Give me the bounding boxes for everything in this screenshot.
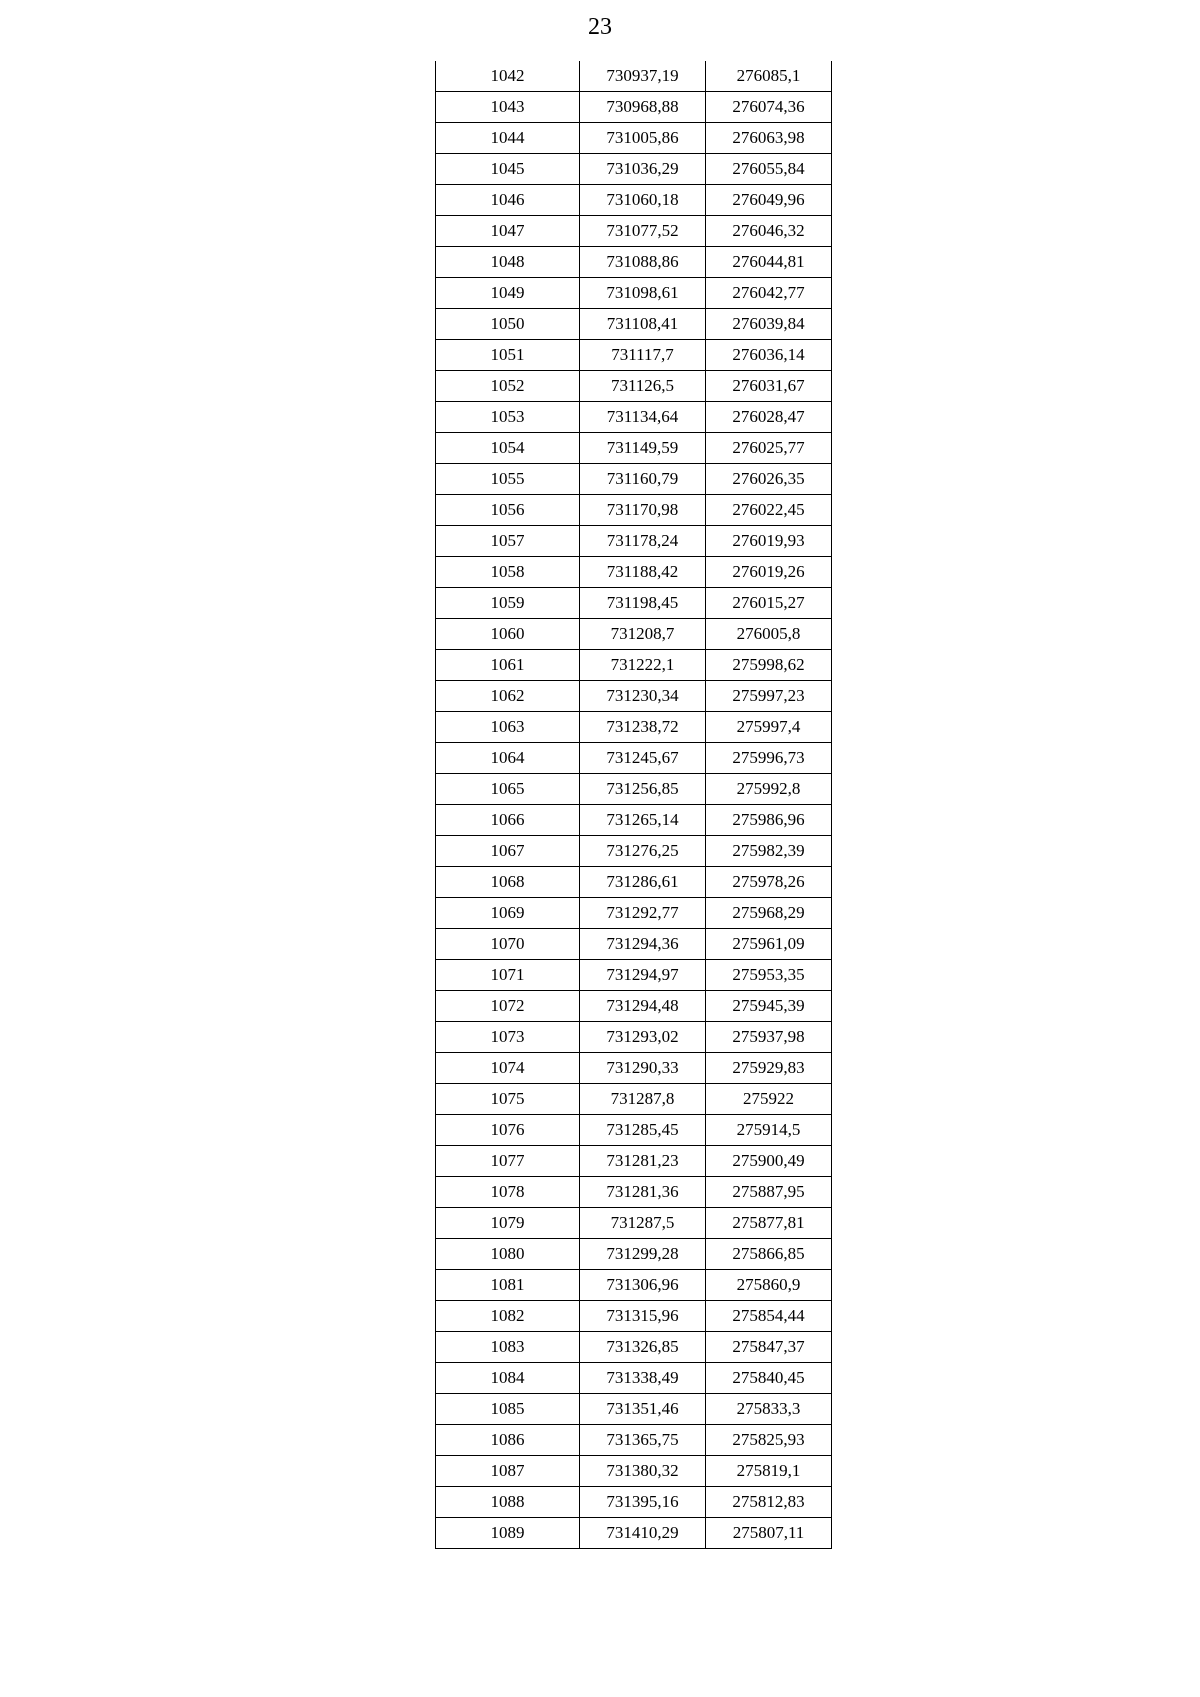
y-coordinate-cell: 275997,23 [706, 681, 832, 712]
table-row [436, 1208, 832, 1239]
table-row [436, 619, 832, 650]
point-number-cell: 1048 [436, 247, 580, 278]
x-coordinate-cell: 731306,96 [580, 1270, 706, 1301]
table-row [436, 1301, 832, 1332]
x-coordinate-cell: 731287,5 [580, 1208, 706, 1239]
y-coordinate-cell: 275854,44 [706, 1301, 832, 1332]
table-row [436, 464, 832, 495]
table-row [436, 278, 832, 309]
x-coordinate-cell: 731380,32 [580, 1456, 706, 1487]
y-coordinate-cell: 275998,62 [706, 650, 832, 681]
y-coordinate-cell: 275929,83 [706, 1053, 832, 1084]
x-coordinate-cell: 731170,98 [580, 495, 706, 526]
point-number-cell: 1079 [436, 1208, 580, 1239]
point-number-cell: 1063 [436, 712, 580, 743]
y-coordinate-cell: 276036,14 [706, 340, 832, 371]
point-number-cell: 1071 [436, 960, 580, 991]
point-number-cell: 1052 [436, 371, 580, 402]
y-coordinate-cell: 275914,5 [706, 1115, 832, 1146]
y-coordinate-cell: 276031,67 [706, 371, 832, 402]
x-coordinate-cell: 730937,19 [580, 61, 706, 92]
x-coordinate-cell: 731286,61 [580, 867, 706, 898]
point-number-cell: 1084 [436, 1363, 580, 1394]
y-coordinate-cell: 276042,77 [706, 278, 832, 309]
point-number-cell: 1055 [436, 464, 580, 495]
x-coordinate-cell: 731281,23 [580, 1146, 706, 1177]
x-coordinate-cell: 731178,24 [580, 526, 706, 557]
y-coordinate-cell: 275968,29 [706, 898, 832, 929]
x-coordinate-cell: 731292,77 [580, 898, 706, 929]
x-coordinate-cell: 731276,25 [580, 836, 706, 867]
table-row [436, 1177, 832, 1208]
y-coordinate-cell: 275961,09 [706, 929, 832, 960]
table-row [436, 247, 832, 278]
point-number-cell: 1085 [436, 1394, 580, 1425]
y-coordinate-cell: 275807,11 [706, 1518, 832, 1549]
table-row [436, 681, 832, 712]
point-number-cell: 1069 [436, 898, 580, 929]
y-coordinate-cell: 276044,81 [706, 247, 832, 278]
table-row [436, 123, 832, 154]
x-coordinate-cell: 731245,67 [580, 743, 706, 774]
point-number-cell: 1087 [436, 1456, 580, 1487]
y-coordinate-cell: 275937,98 [706, 1022, 832, 1053]
y-coordinate-cell: 276063,98 [706, 123, 832, 154]
point-number-cell: 1049 [436, 278, 580, 309]
y-coordinate-cell: 275900,49 [706, 1146, 832, 1177]
point-number-cell: 1077 [436, 1146, 580, 1177]
point-number-cell: 1080 [436, 1239, 580, 1270]
table-row [436, 340, 832, 371]
point-number-cell: 1076 [436, 1115, 580, 1146]
x-coordinate-cell: 730968,88 [580, 92, 706, 123]
x-coordinate-cell: 731281,36 [580, 1177, 706, 1208]
table-row [436, 309, 832, 340]
table-row [436, 1332, 832, 1363]
x-coordinate-cell: 731108,41 [580, 309, 706, 340]
point-number-cell: 1059 [436, 588, 580, 619]
point-number-cell: 1082 [436, 1301, 580, 1332]
x-coordinate-cell: 731238,72 [580, 712, 706, 743]
y-coordinate-cell: 275992,8 [706, 774, 832, 805]
point-number-cell: 1047 [436, 216, 580, 247]
point-number-cell: 1061 [436, 650, 580, 681]
x-coordinate-cell: 731294,97 [580, 960, 706, 991]
y-coordinate-cell: 275922 [706, 1084, 832, 1115]
table-row [436, 650, 832, 681]
table-row [436, 1146, 832, 1177]
point-number-cell: 1083 [436, 1332, 580, 1363]
x-coordinate-cell: 731365,75 [580, 1425, 706, 1456]
x-coordinate-cell: 731005,86 [580, 123, 706, 154]
y-coordinate-cell: 276055,84 [706, 154, 832, 185]
y-coordinate-cell: 275860,9 [706, 1270, 832, 1301]
point-number-cell: 1050 [436, 309, 580, 340]
x-coordinate-cell: 731098,61 [580, 278, 706, 309]
table-row [436, 1487, 832, 1518]
table-row [436, 1084, 832, 1115]
x-coordinate-cell: 731338,49 [580, 1363, 706, 1394]
point-number-cell: 1072 [436, 991, 580, 1022]
point-number-cell: 1073 [436, 1022, 580, 1053]
point-number-cell: 1075 [436, 1084, 580, 1115]
x-coordinate-cell: 731149,59 [580, 433, 706, 464]
table-row [436, 1518, 832, 1549]
y-coordinate-cell: 275996,73 [706, 743, 832, 774]
y-coordinate-cell: 276085,1 [706, 61, 832, 92]
table-row [436, 836, 832, 867]
table-row [436, 185, 832, 216]
y-coordinate-cell: 275945,39 [706, 991, 832, 1022]
x-coordinate-cell: 731188,42 [580, 557, 706, 588]
x-coordinate-cell: 731117,7 [580, 340, 706, 371]
y-coordinate-cell: 276026,35 [706, 464, 832, 495]
x-coordinate-cell: 731351,46 [580, 1394, 706, 1425]
y-coordinate-cell: 275953,35 [706, 960, 832, 991]
table-row [436, 712, 832, 743]
y-coordinate-cell: 275812,83 [706, 1487, 832, 1518]
x-coordinate-cell: 731315,96 [580, 1301, 706, 1332]
y-coordinate-cell: 275866,85 [706, 1239, 832, 1270]
table-row [436, 743, 832, 774]
coordinates-table-body [436, 61, 832, 1549]
y-coordinate-cell: 276049,96 [706, 185, 832, 216]
y-coordinate-cell: 275986,96 [706, 805, 832, 836]
y-coordinate-cell: 276019,26 [706, 557, 832, 588]
y-coordinate-cell: 276039,84 [706, 309, 832, 340]
point-number-cell: 1089 [436, 1518, 580, 1549]
y-coordinate-cell: 275819,1 [706, 1456, 832, 1487]
y-coordinate-cell: 276005,8 [706, 619, 832, 650]
y-coordinate-cell: 276022,45 [706, 495, 832, 526]
x-coordinate-cell: 731230,34 [580, 681, 706, 712]
point-number-cell: 1056 [436, 495, 580, 526]
x-coordinate-cell: 731077,52 [580, 216, 706, 247]
table-row [436, 1022, 832, 1053]
point-number-cell: 1053 [436, 402, 580, 433]
point-number-cell: 1068 [436, 867, 580, 898]
point-number-cell: 1043 [436, 92, 580, 123]
table-row [436, 216, 832, 247]
x-coordinate-cell: 731293,02 [580, 1022, 706, 1053]
table-row [436, 1053, 832, 1084]
y-coordinate-cell: 276025,77 [706, 433, 832, 464]
y-coordinate-cell: 275847,37 [706, 1332, 832, 1363]
table-row [436, 154, 832, 185]
point-number-cell: 1060 [436, 619, 580, 650]
table-row [436, 1456, 832, 1487]
y-coordinate-cell: 275997,4 [706, 712, 832, 743]
x-coordinate-cell: 731326,85 [580, 1332, 706, 1363]
point-number-cell: 1081 [436, 1270, 580, 1301]
x-coordinate-cell: 731265,14 [580, 805, 706, 836]
y-coordinate-cell: 275833,3 [706, 1394, 832, 1425]
point-number-cell: 1046 [436, 185, 580, 216]
page-number: 23 [588, 14, 612, 40]
point-number-cell: 1045 [436, 154, 580, 185]
point-number-cell: 1054 [436, 433, 580, 464]
table-row [436, 805, 832, 836]
table-row [436, 433, 832, 464]
x-coordinate-cell: 731294,36 [580, 929, 706, 960]
x-coordinate-cell: 731160,79 [580, 464, 706, 495]
table-row [436, 1394, 832, 1425]
point-number-cell: 1057 [436, 526, 580, 557]
table-row [436, 92, 832, 123]
x-coordinate-cell: 731036,29 [580, 154, 706, 185]
y-coordinate-cell: 276074,36 [706, 92, 832, 123]
y-coordinate-cell: 275982,39 [706, 836, 832, 867]
x-coordinate-cell: 731410,29 [580, 1518, 706, 1549]
x-coordinate-cell: 731208,7 [580, 619, 706, 650]
table-row [436, 1425, 832, 1456]
y-coordinate-cell: 275887,95 [706, 1177, 832, 1208]
point-number-cell: 1042 [436, 61, 580, 92]
y-coordinate-cell: 275978,26 [706, 867, 832, 898]
x-coordinate-cell: 731222,1 [580, 650, 706, 681]
y-coordinate-cell: 276046,32 [706, 216, 832, 247]
point-number-cell: 1066 [436, 805, 580, 836]
point-number-cell: 1062 [436, 681, 580, 712]
table-row [436, 1115, 832, 1146]
point-number-cell: 1065 [436, 774, 580, 805]
table-row [436, 867, 832, 898]
table-row [436, 960, 832, 991]
table-row [436, 1363, 832, 1394]
point-number-cell: 1067 [436, 836, 580, 867]
x-coordinate-cell: 731299,28 [580, 1239, 706, 1270]
table-row [436, 557, 832, 588]
x-coordinate-cell: 731198,45 [580, 588, 706, 619]
y-coordinate-cell: 275825,93 [706, 1425, 832, 1456]
y-coordinate-cell: 275840,45 [706, 1363, 832, 1394]
table-row [436, 1239, 832, 1270]
x-coordinate-cell: 731290,33 [580, 1053, 706, 1084]
point-number-cell: 1064 [436, 743, 580, 774]
point-number-cell: 1044 [436, 123, 580, 154]
y-coordinate-cell: 276019,93 [706, 526, 832, 557]
table-row [436, 495, 832, 526]
y-coordinate-cell: 276015,27 [706, 588, 832, 619]
point-number-cell: 1088 [436, 1487, 580, 1518]
x-coordinate-cell: 731060,18 [580, 185, 706, 216]
table-row [436, 588, 832, 619]
table-row [436, 898, 832, 929]
x-coordinate-cell: 731395,16 [580, 1487, 706, 1518]
table-row [436, 1270, 832, 1301]
x-coordinate-cell: 731294,48 [580, 991, 706, 1022]
x-coordinate-cell: 731088,86 [580, 247, 706, 278]
point-number-cell: 1086 [436, 1425, 580, 1456]
x-coordinate-cell: 731287,8 [580, 1084, 706, 1115]
point-number-cell: 1070 [436, 929, 580, 960]
y-coordinate-cell: 276028,47 [706, 402, 832, 433]
point-number-cell: 1078 [436, 1177, 580, 1208]
table-row [436, 774, 832, 805]
table-row [436, 991, 832, 1022]
table-row [436, 402, 832, 433]
table-row [436, 929, 832, 960]
x-coordinate-cell: 731285,45 [580, 1115, 706, 1146]
point-number-cell: 1051 [436, 340, 580, 371]
x-coordinate-cell: 731256,85 [580, 774, 706, 805]
x-coordinate-cell: 731126,5 [580, 371, 706, 402]
table-row [436, 371, 832, 402]
x-coordinate-cell: 731134,64 [580, 402, 706, 433]
table-row [436, 526, 832, 557]
y-coordinate-cell: 275877,81 [706, 1208, 832, 1239]
point-number-cell: 1058 [436, 557, 580, 588]
point-number-cell: 1074 [436, 1053, 580, 1084]
coordinates-table [435, 61, 832, 1549]
table-row [436, 61, 832, 92]
